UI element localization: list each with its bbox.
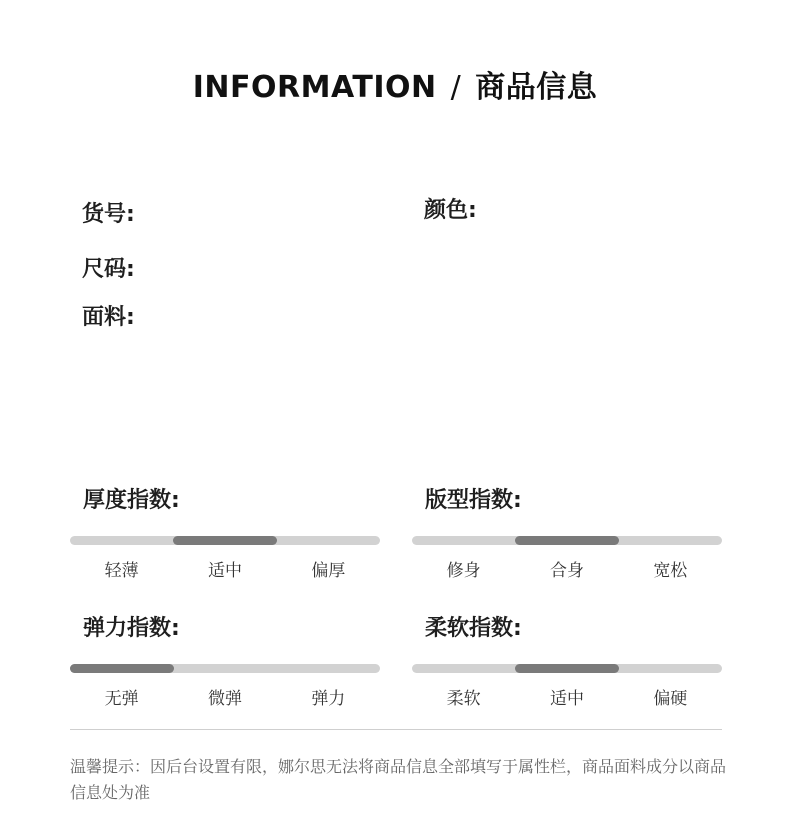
title-separator: / [450,70,462,105]
level-label: 柔软 [446,689,481,709]
index-bar-fill [515,664,619,673]
index-bar-fill [173,536,277,545]
index-bar [412,536,722,545]
level-label: 轻薄 [104,561,139,581]
elasticity-index [70,611,380,709]
title-cn: 商品信息 [475,70,598,105]
level-label: 偏厚 [311,561,346,581]
softness-index [412,611,722,709]
index-title: 版型指数: [425,488,522,513]
level-label: 无弹 [104,689,139,709]
title-en: INFORMATION [192,70,437,105]
item-no-label: 货号: [82,202,135,227]
level-label: 适中 [549,689,584,709]
index-bar [70,664,380,673]
level-label: 弹力 [311,689,346,709]
index-bar [70,536,380,545]
level-label: 偏硬 [653,689,688,709]
level-label: 修身 [446,561,481,581]
thickness-index [70,483,380,581]
fit-index [412,483,722,581]
level-label: 合身 [549,561,584,581]
fabric-label: 面料: [82,305,135,330]
index-title: 弹力指数: [83,616,180,641]
level-label: 宽松 [653,561,688,581]
page-title [0,62,790,106]
index-title: 厚度指数: [83,488,180,513]
divider [70,729,722,730]
index-bar [412,664,722,673]
level-label: 微弹 [207,689,242,709]
size-label: 尺码: [82,257,135,282]
index-bar-fill [70,664,174,673]
color-label: 颜色: [424,198,477,223]
level-label: 适中 [207,561,242,581]
index-title: 柔软指数: [425,616,522,641]
index-bar-fill [515,536,619,545]
notice-text: 温馨提示：因后台设置有限，娜尔思无法将商品信息全部填写于属性栏，商品面料成分以商品信息处为准 [70,757,727,802]
